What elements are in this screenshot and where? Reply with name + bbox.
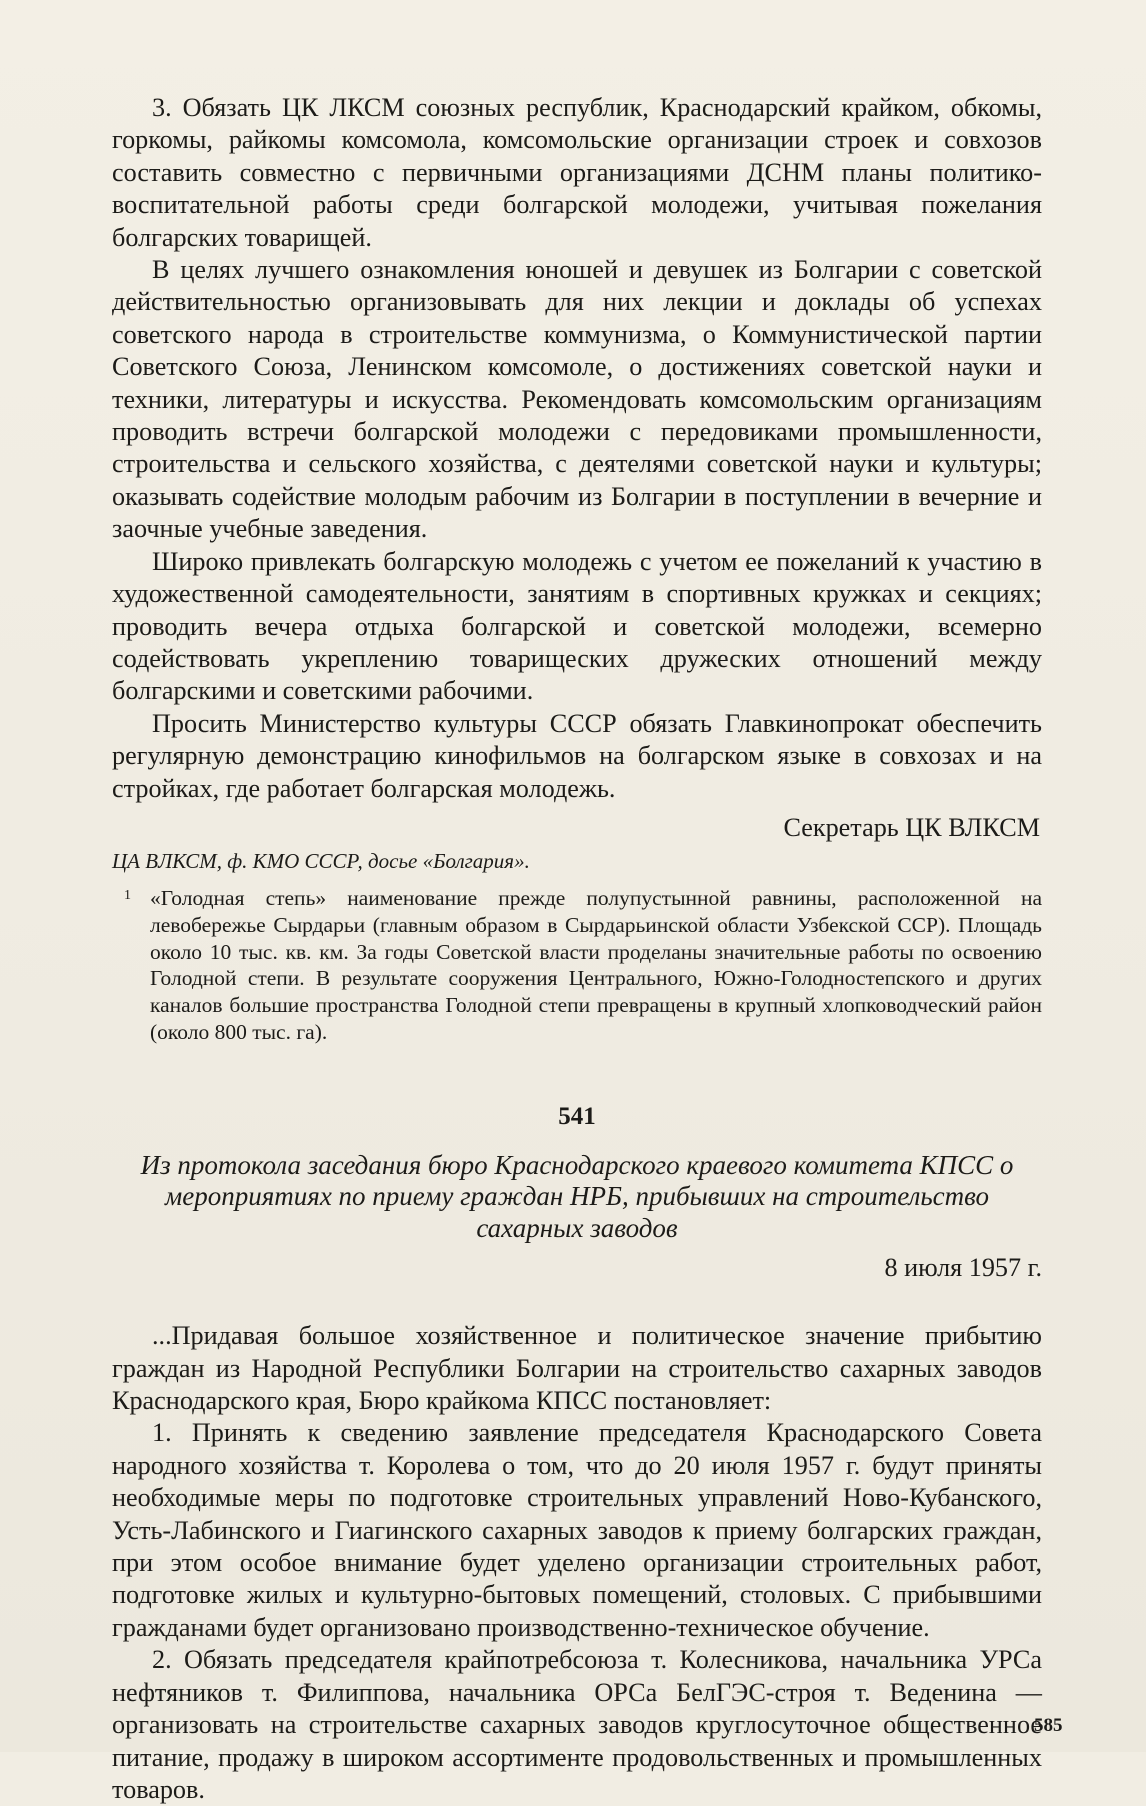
page-number: 585 (1034, 1715, 1063, 1736)
paragraph: 1. Принять к сведению заявление председателя Краснодарского Совета народного хозяйства т. Королева о том, что до 20 июля 1957 г. будут приняты необходимые меры по подготовке строительных управлений Ново-Кубанского, Усть-Лабинского и Гиагинского сахарных заводов к приему болгарских граждан, при этом особое внимание будет уделено организации строительных работ, подготовке жилых и культурно-бытовых помещений, столовых. С прибывшими гражданами будет организовано производственно-техническое обучение. (112, 1418, 1042, 1642)
text-column (112, 92, 1042, 1806)
archive-reference: ЦА ВЛКСМ, ф. КМО СССР, досье «Болгария». (112, 848, 530, 873)
footnote-text: «Голодная степь» наименование прежде полупустынной равнины, расположенной на левобережье Сырдарьи (главным образом в Сырдарьинской области Узбекской ССР). Площадь около 10 тыс. кв. км. За годы Советской власти проделаны значительные работы по освоению Голодной степи. В результате сооружения Центрального, Южно-Голодностепского и других каналов большие пространства Голодной степи превращены в крупный хлопководческий район (около 800 тыс. га). (150, 885, 1042, 1044)
paragraph: 2. Обязать председателя крайпотребсоюза т. Колесникова, начальника УРСа нефтяников т. Филиппова, начальника ОРСа БелГЭС-строя т. Веденина — организовать на строительстве сахарных заводов круглосуточное общественное питание, продажу в широком ассортименте продовольственных и промышленных товаров. (112, 1645, 1042, 1804)
document-date: 8 июля 1957 г. (884, 1253, 1042, 1283)
paragraph: Просить Министерство культуры СССР обязать Главкинопрокат обеспечить регулярную демонстрацию кинофильмов на болгарском языке в совхозах и на стройках, где работает болгарская молодежь. (112, 708, 1042, 803)
paragraph: В целях лучшего ознакомления юношей и девушек из Болгарии с советской действительностью организовывать для них лекции и доклады об успехах советского народа в строительстве коммунизма, о Коммунистической партии Советского Союза, Ленинском комсомоле, о достижениях советской науки и техники, литературы и искусства. Рекомендовать комсомольским организациям проводить встречи болгарской молодежи с передовиками промышленности, строительства и сельского хозяйства, с деятелями советской науки и культуры; оказывать содействие молодым рабочим из Болгарии в поступлении в вечерние и заочные учебные заведения. (112, 255, 1042, 544)
document-title: Из протокола заседания бюро Краснодарского краевого комитета КПСС о мероприятиях по приему граждан НРБ, прибывших на строительство сахарных заводов (140, 1149, 1014, 1243)
paragraph: 3. Обязать ЦК ЛКСМ союзных республик, Краснодарский крайком, обкомы, горкомы, райкомы комсомола, комсомольские организации строек и совхозов составить совместно с первичными организациями ДСНМ планы политико-воспитательной работы среди болгарской молодежи, учитывая пожелания болгарских товарищей. (112, 93, 1042, 252)
paragraph: ...Придавая большое хозяйственное и политическое значение прибытию граждан из Народной Республики Болгарии на строительство сахарных заводов Краснодарского края, Бюро крайкома КПСС постановляет: (112, 1321, 1042, 1416)
paragraph: Широко привлекать болгарскую молодежь с учетом ее пожеланий к участию в художественной самодеятельности, занятиям в спортивных кружках и секциях; проводить вечера отдыха болгарской и советской молодежи, всемерно содействовать укреплению товарищеских дружеских отношений между болгарскими и советскими рабочими. (112, 546, 1042, 706)
signature: Секретарь ЦК ВЛКСМ (783, 812, 1040, 842)
document-number: 541 (558, 1102, 596, 1130)
footnote-mark: 1 (124, 887, 131, 903)
footnote (112, 885, 1042, 1046)
